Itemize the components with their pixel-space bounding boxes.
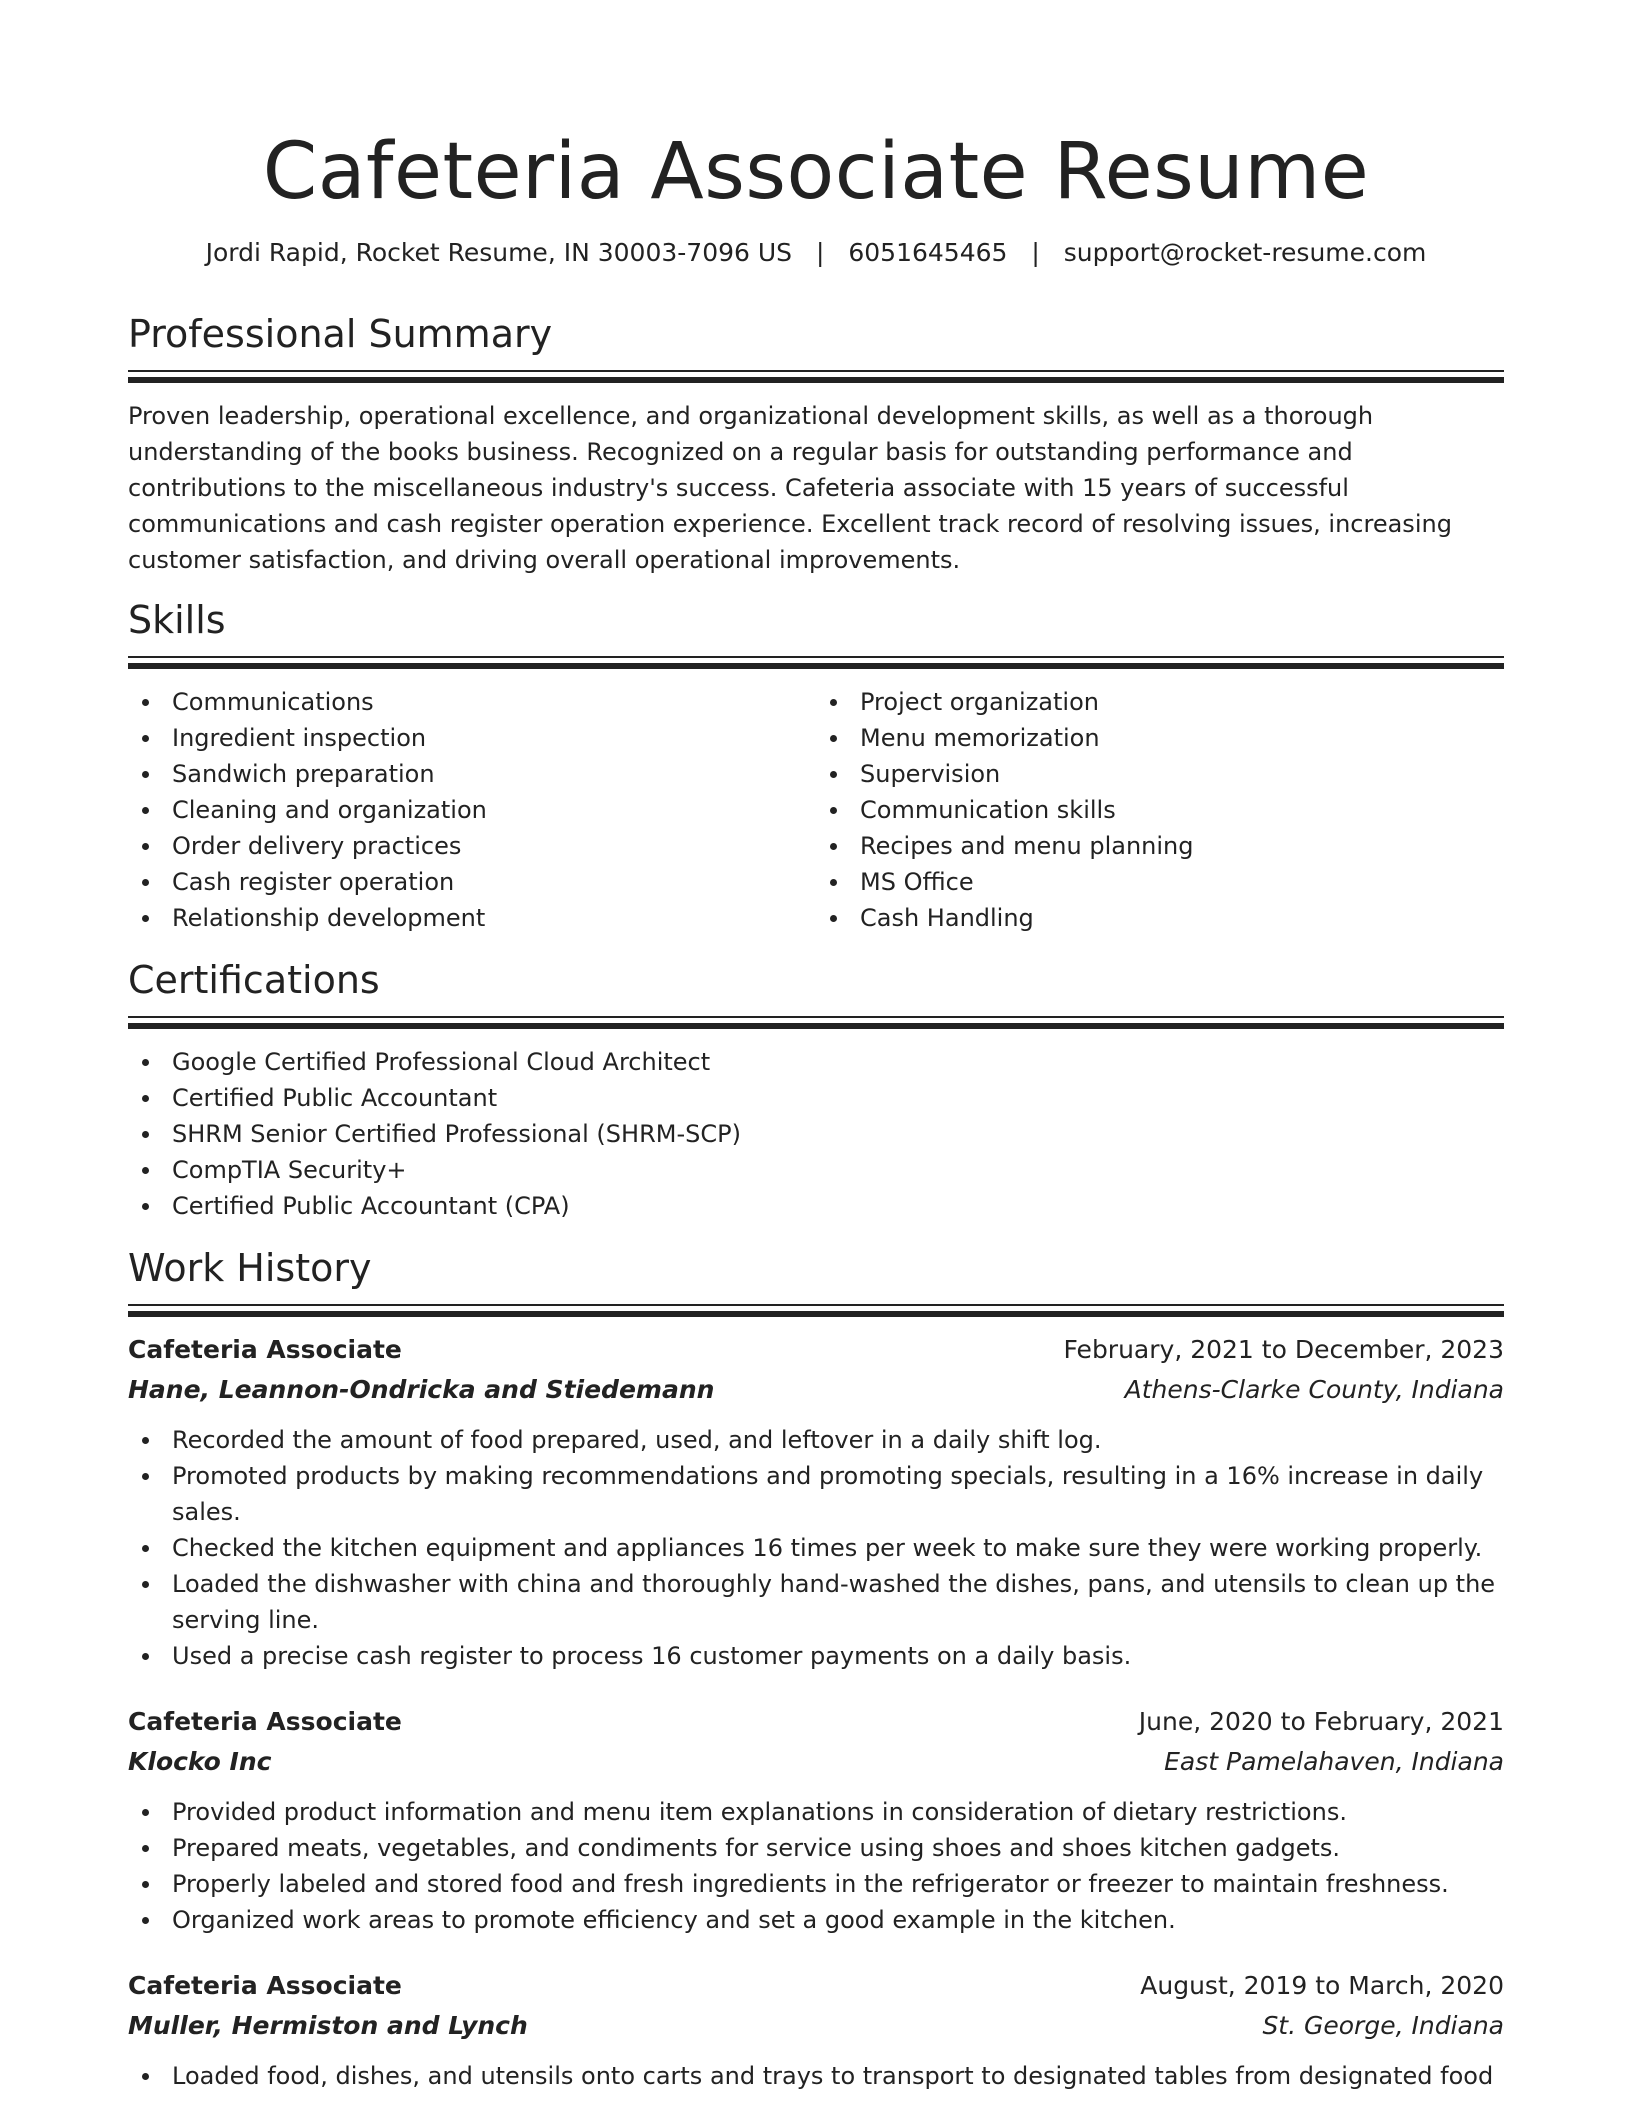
skill-item: Cash register operation (172, 864, 816, 900)
job-duty: Recorded the amount of food prepared, used, and leftover in a daily shift log. (172, 1422, 1504, 1458)
skill-item: Relationship development (172, 900, 816, 936)
job-duty: Provided product information and menu item explanations in consideration of dietary restrictions. (172, 1794, 1504, 1830)
resume-title: Cafeteria Associate Resume (262, 127, 1370, 217)
job-duty: Used a precise cash register to process 16 customer payments on a daily basis. (172, 1638, 1504, 1674)
job-duties (128, 2058, 1504, 2094)
skill-item: Communication skills (860, 792, 1504, 828)
certifications-list (128, 1044, 1504, 1224)
section-divider (128, 370, 1504, 384)
job-duties (128, 1794, 1504, 1938)
contact-separator: | (1031, 238, 1040, 267)
skill-item: Cleaning and organization (172, 792, 816, 828)
certification-item: Google Certified Professional Cloud Architect (172, 1044, 1504, 1080)
skills-list-left (128, 684, 816, 936)
job-duties (128, 1422, 1504, 1674)
skill-item: Menu memorization (860, 720, 1504, 756)
job-location: St. George, Indiana (1262, 2011, 1504, 2040)
job-company: Muller, Hermiston and Lynch (128, 2011, 528, 2040)
job-subheader (128, 2006, 1504, 2046)
skills-grid (128, 684, 1504, 936)
certifications-section (128, 958, 1504, 1224)
job-duty: Prepared meats, vegetables, and condiments for service using shoes and shoes kitchen gadgets. (172, 1830, 1504, 1866)
job-entry (128, 1702, 1504, 1938)
skill-item: Order delivery practices (172, 828, 816, 864)
section-heading-certifications: Certifications (128, 958, 380, 1002)
job-title: Cafeteria Associate (128, 1971, 402, 2000)
skill-item: Supervision (860, 756, 1504, 792)
job-company: Klocko Inc (128, 1747, 272, 1776)
work-history-section (128, 1246, 1504, 2094)
section-divider (128, 1016, 1504, 1030)
job-duty: Checked the kitchen equipment and appliances 16 times per week to make sure they were working properly. (172, 1530, 1504, 1566)
job-subheader (128, 1370, 1504, 1410)
job-subheader (128, 1742, 1504, 1782)
section-divider (128, 1304, 1504, 1318)
skill-item: Communications (172, 684, 816, 720)
contact-address: Jordi Rapid, Rocket Resume, IN 30003-7096 US (205, 238, 793, 267)
resume-page (128, 0, 1504, 2094)
certification-item: Certified Public Accountant (CPA) (172, 1188, 1504, 1224)
contact-separator: | (815, 238, 825, 267)
skill-item: MS Office (860, 864, 1504, 900)
job-header (128, 1702, 1504, 1742)
job-company: Hane, Leannon-Ondricka and Stiedemann (128, 1375, 715, 1404)
skill-item: Sandwich preparation (172, 756, 816, 792)
certification-item: Certified Public Accountant (172, 1080, 1504, 1116)
job-dates: August, 2019 to March, 2020 (1140, 1971, 1504, 2000)
contact-line (128, 236, 1504, 270)
job-duty: Properly labeled and stored food and fresh ingredients in the refrigerator or freezer to maintain freshness. (172, 1866, 1504, 1902)
certification-item: CompTIA Security+ (172, 1152, 1504, 1188)
job-title: Cafeteria Associate (128, 1707, 402, 1736)
skill-item: Ingredient inspection (172, 720, 816, 756)
skill-item: Cash Handling (860, 900, 1504, 936)
job-title: Cafeteria Associate (128, 1335, 402, 1364)
section-heading-skills: Skills (128, 598, 226, 642)
job-duty: Loaded food, dishes, and utensils onto carts and trays to transport to designated tables from designated food (172, 2058, 1504, 2094)
section-heading-summary: Professional Summary (128, 312, 553, 356)
skills-list-right (816, 684, 1504, 936)
job-dates: June, 2020 to February, 2021 (1138, 1707, 1504, 1736)
contact-phone: 6051645465 (848, 238, 1008, 267)
job-duty: Promoted products by making recommendations and promoting specials, resulting in a 16% increase in daily sales. (172, 1458, 1504, 1530)
skill-item: Project organization (860, 684, 1504, 720)
skill-item: Recipes and menu planning (860, 828, 1504, 864)
job-duty: Loaded the dishwasher with china and thoroughly hand-washed the dishes, pans, and utensils to clean up the serving line. (172, 1566, 1504, 1638)
certification-item: SHRM Senior Certified Professional (SHRM-SCP) (172, 1116, 1504, 1152)
summary-section (128, 312, 1504, 578)
section-heading-work-history: Work History (128, 1246, 372, 1290)
job-location: Athens-Clarke County, Indiana (1124, 1375, 1504, 1404)
job-entry (128, 1330, 1504, 1674)
contact-email: support@rocket-resume.com (1063, 238, 1427, 267)
job-header (128, 1330, 1504, 1370)
summary-text: Proven leadership, operational excellence, and organizational development skills, as well as a thorough understanding of the books business. Recognized on a regular basis for outstanding performance and contributions to the miscellaneous industry's success. Cafeteria associate with 15 years of successful communications and cash register operation experience. Excellent track record of resolving issues, increasing customer satisfaction, and driving overall operational improvements. (128, 402, 1452, 574)
job-dates: February, 2021 to December, 2023 (1063, 1335, 1504, 1364)
job-location: East Pamelahaven, Indiana (1164, 1747, 1504, 1776)
job-header (128, 1966, 1504, 2006)
skills-section (128, 598, 1504, 936)
job-duty: Organized work areas to promote efficiency and set a good example in the kitchen. (172, 1902, 1504, 1938)
section-divider (128, 656, 1504, 670)
job-entry (128, 1966, 1504, 2094)
